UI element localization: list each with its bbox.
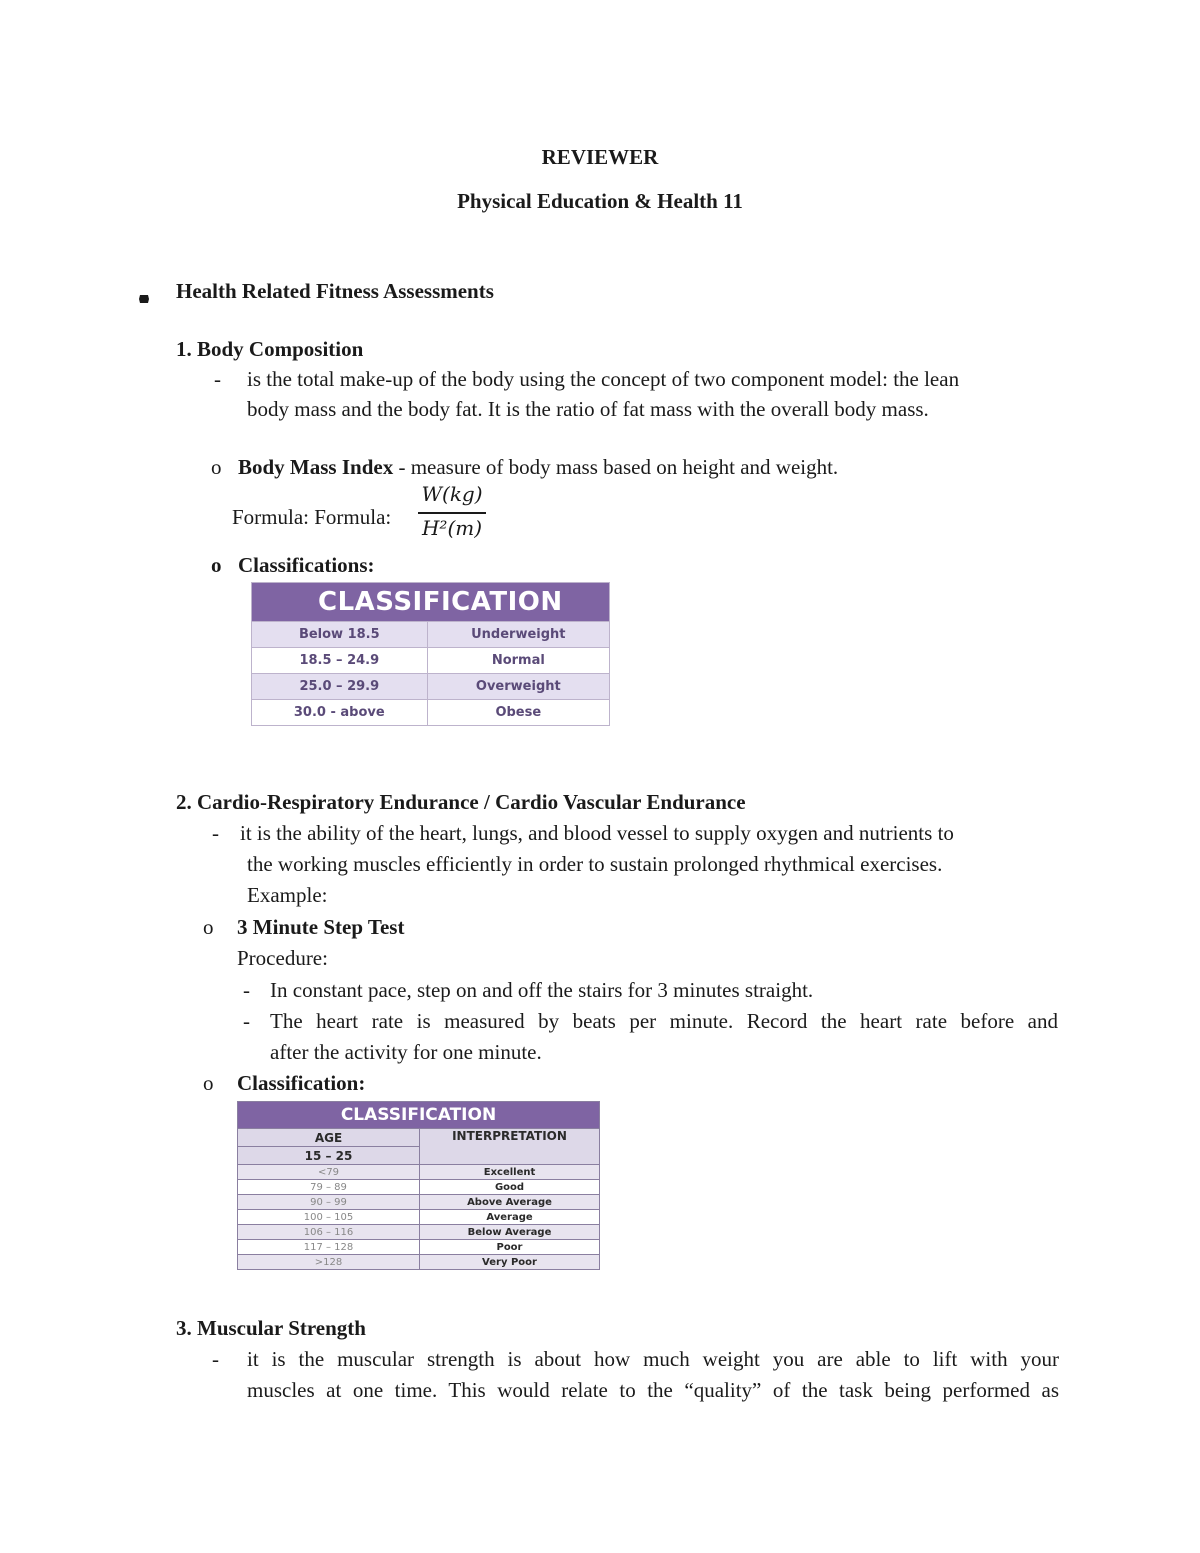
bmi-desc: - measure of body mass based on height and weight. <box>393 455 839 479</box>
circle-marker: o <box>211 553 222 577</box>
table-cell: Poor <box>420 1240 600 1255</box>
page-title: REVIEWER <box>541 145 659 169</box>
cardio-desc-2: the working muscles efficiently in order to sustain prolonged rhythmical exercises. <box>247 852 943 876</box>
table-cell: Good <box>420 1180 600 1195</box>
body-composition-desc-2: body mass and the body fat. It is the ratio of fat mass with the overall body mass. <box>247 397 929 421</box>
dash-marker: - <box>214 367 221 391</box>
table-cell: 100 – 105 <box>238 1210 420 1225</box>
table-cell: 25.0 – 29.9 <box>252 674 428 700</box>
table-row <box>238 1165 600 1180</box>
table-row <box>238 1180 600 1195</box>
table-row <box>252 700 610 726</box>
table-cell: Obese <box>427 700 609 726</box>
muscular-heading: 3. Muscular Strength <box>176 1316 366 1340</box>
age-group: 15 – 25 <box>238 1147 420 1165</box>
table-cell: 90 – 99 <box>238 1195 420 1210</box>
page-subtitle: Physical Education & Health 11 <box>457 189 743 213</box>
dash-marker: - <box>243 1009 250 1033</box>
procedure-step-2a: The heart rate is measured by beats per minute. Record the heart rate before and <box>270 1009 1058 1033</box>
table-column-header-age: AGE <box>238 1129 420 1147</box>
table-row <box>238 1240 600 1255</box>
table-cell: Overweight <box>427 674 609 700</box>
fraction-bar <box>418 512 486 514</box>
step-test-name: 3 Minute Step Test <box>237 915 405 939</box>
circle-marker: o <box>203 915 214 939</box>
table-cell: Average <box>420 1210 600 1225</box>
table-cell: Very Poor <box>420 1255 600 1270</box>
dash-marker: - <box>212 1347 219 1371</box>
cardio-desc-3: Example: <box>247 883 328 907</box>
table-column-header-interpretation: INTERPRETATION <box>420 1129 600 1165</box>
table-row <box>238 1225 600 1240</box>
table-cell: <79 <box>238 1165 420 1180</box>
circle-marker: o <box>203 1071 214 1095</box>
table-cell: Above Average <box>420 1195 600 1210</box>
body-composition-heading: 1. Body Composition <box>176 337 364 361</box>
table-cell: Underweight <box>427 622 609 648</box>
table-header: CLASSIFICATION <box>252 583 610 622</box>
muscular-desc-2: muscles at one time. This would relate to the “quality” of the task being performed as <box>247 1378 1059 1402</box>
table-cell: Normal <box>427 648 609 674</box>
table-cell: Below Average <box>420 1225 600 1240</box>
dash-marker: - <box>243 978 250 1002</box>
table-cell: >128 <box>238 1255 420 1270</box>
table-header: CLASSIFICATION <box>238 1102 600 1129</box>
cardio-heading: 2. Cardio-Respiratory Endurance / Cardio Vascular Endurance <box>176 790 746 814</box>
table-cell: 30.0 - above <box>252 700 428 726</box>
procedure-label: Procedure: <box>237 946 328 970</box>
step-test-classification-table <box>237 1101 600 1270</box>
circle-marker: o <box>211 455 222 479</box>
cardio-desc-1: it is the ability of the heart, lungs, and blood vessel to supply oxygen and nutrients to <box>240 821 954 845</box>
table-row <box>238 1210 600 1225</box>
table-cell: 18.5 – 24.9 <box>252 648 428 674</box>
table-cell: Excellent <box>420 1165 600 1180</box>
table-cell: 117 – 128 <box>238 1240 420 1255</box>
table-row <box>252 648 610 674</box>
table-row <box>238 1255 600 1270</box>
table-row <box>252 674 610 700</box>
bullet-icon <box>138 285 150 295</box>
table-row <box>238 1195 600 1210</box>
classification-label: Classification: <box>237 1071 366 1095</box>
formula-label: Formula: Formula: <box>232 505 392 529</box>
procedure-step-1: In constant pace, step on and off the stairs for 3 minutes straight. <box>270 978 814 1002</box>
section-heading: Health Related Fitness Assessments <box>176 279 494 303</box>
classifications-label: Classifications: <box>238 553 375 577</box>
bmi-term: Body Mass Index <box>238 455 394 479</box>
bmi-classification-table <box>251 582 610 726</box>
body-composition-desc-1: is the total make-up of the body using the concept of two component model: the lean <box>247 367 960 391</box>
bmi-line <box>238 455 838 480</box>
table-cell: Below 18.5 <box>252 622 428 648</box>
table-row <box>238 1129 600 1147</box>
formula-numerator: W(kg) <box>421 482 483 506</box>
formula-denominator: H²(m) <box>421 516 483 540</box>
dash-marker: - <box>212 821 219 845</box>
table-cell: 106 – 116 <box>238 1225 420 1240</box>
table-row <box>252 622 610 648</box>
procedure-step-2b: after the activity for one minute. <box>270 1040 542 1064</box>
bmi-formula <box>418 482 486 540</box>
muscular-desc-1: it is the muscular strength is about how much weight you are able to lift with your <box>247 1347 1059 1371</box>
table-cell: 79 – 89 <box>238 1180 420 1195</box>
